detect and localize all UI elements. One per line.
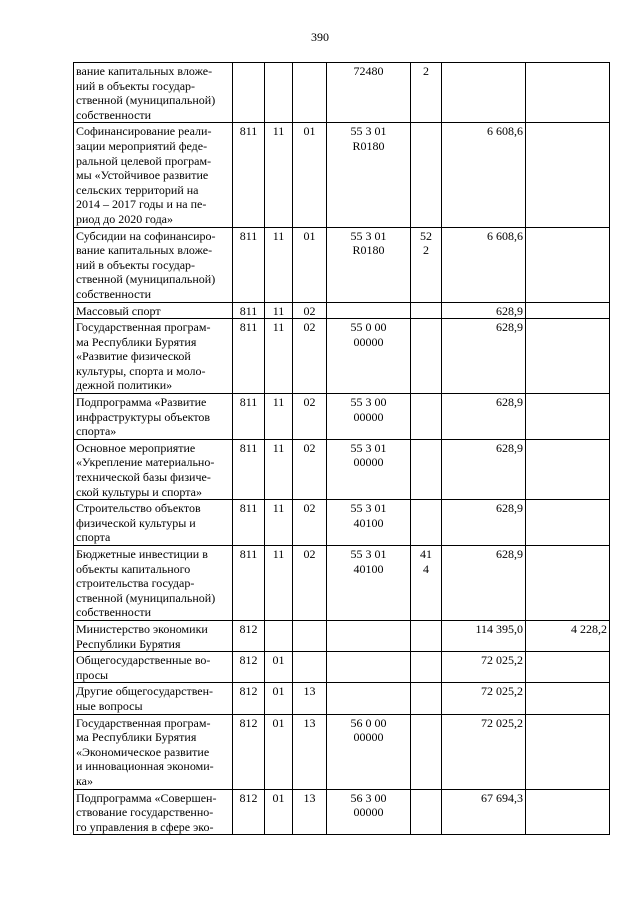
item-name-cell: Подпрограмма «Развитие инфраструктуры объектов спорта» [74, 394, 233, 440]
target-article-cell: 55 3 01 40100 [327, 500, 411, 546]
subsection-code-cell [293, 63, 327, 123]
item-name-cell: Бюджетные инвестиции в объекты капитального строительства государ- ственной (муниципальной) собственности [74, 546, 233, 621]
page-number: 390 [311, 30, 329, 44]
subsection-code-cell: 01 [293, 123, 327, 227]
ministry-code-cell: 812 [233, 683, 265, 714]
subsection-code-cell: 02 [293, 546, 327, 621]
expense-type-cell [411, 620, 442, 651]
expense-type-cell [411, 319, 442, 394]
target-article-cell: 55 3 01 00000 [327, 439, 411, 499]
target-article-cell: 55 3 00 00000 [327, 394, 411, 440]
section-code-cell [265, 620, 293, 651]
ministry-code-cell: 811 [233, 302, 265, 319]
amount-second-cell [526, 546, 610, 621]
amount-second-cell [526, 652, 610, 683]
amount-second-cell: 4 228,2 [526, 620, 610, 651]
item-name-cell: Основное мероприятие «Укрепление материально- технической базы физиче- ской культуры и спорта» [74, 439, 233, 499]
section-code-cell: 01 [265, 714, 293, 789]
ministry-code-cell: 811 [233, 439, 265, 499]
target-article-cell: 55 3 01 R0180 [327, 227, 411, 302]
amount-cell: 628,9 [442, 500, 526, 546]
item-name-cell: Софинансирование реали- зации мероприятий феде- ральной целевой програм- мы «Устойчивое развитие сельских территорий на 2014 – 2017 годы и на пе- риод до 2020 года» [74, 123, 233, 227]
section-code-cell: 11 [265, 439, 293, 499]
ministry-code-cell: 811 [233, 123, 265, 227]
item-name-cell: вание капитальных вложе- ний в объекты государ- ственной (муниципальной) собственности [74, 63, 233, 123]
table-row [74, 439, 610, 499]
subsection-code-cell: 02 [293, 394, 327, 440]
amount-cell: 6 608,6 [442, 123, 526, 227]
target-article-cell: 55 3 01 40100 [327, 546, 411, 621]
amount-cell: 72 025,2 [442, 652, 526, 683]
ministry-code-cell: 812 [233, 714, 265, 789]
item-name-cell: Другие общегосударствен- ные вопросы [74, 683, 233, 714]
item-name-cell: Субсидии на софинансиро- вание капитальных вложе- ний в объекты государ- ственной (муниципальной) собственности [74, 227, 233, 302]
ministry-code-cell [233, 63, 265, 123]
section-code-cell: 01 [265, 789, 293, 835]
section-code-cell: 11 [265, 394, 293, 440]
expense-type-cell [411, 652, 442, 683]
amount-second-cell [526, 714, 610, 789]
amount-cell [442, 63, 526, 123]
amount-second-cell [526, 500, 610, 546]
target-article-cell [327, 620, 411, 651]
table-row [74, 652, 610, 683]
amount-cell: 72 025,2 [442, 714, 526, 789]
target-article-cell: 55 3 01 R0180 [327, 123, 411, 227]
table-row [74, 302, 610, 319]
subsection-code-cell: 02 [293, 302, 327, 319]
table-row [74, 123, 610, 227]
amount-cell: 628,9 [442, 394, 526, 440]
target-article-cell: 56 0 00 00000 [327, 714, 411, 789]
expense-type-cell [411, 500, 442, 546]
target-article-cell: 55 0 00 00000 [327, 319, 411, 394]
section-code-cell [265, 63, 293, 123]
subsection-code-cell [293, 652, 327, 683]
ministry-code-cell: 811 [233, 546, 265, 621]
table-row [74, 227, 610, 302]
amount-second-cell [526, 227, 610, 302]
table-row [74, 683, 610, 714]
item-name-cell: Строительство объектов физической культуры и спорта [74, 500, 233, 546]
item-name-cell: Массовый спорт [74, 302, 233, 319]
expense-type-cell: 2 [411, 63, 442, 123]
target-article-cell [327, 652, 411, 683]
amount-cell: 628,9 [442, 439, 526, 499]
table-row [74, 500, 610, 546]
item-name-cell: Подпрограмма «Совершен- ствование государственно- го управления в сфере эко- [74, 789, 233, 835]
amount-cell: 72 025,2 [442, 683, 526, 714]
section-code-cell: 01 [265, 652, 293, 683]
section-code-cell: 11 [265, 319, 293, 394]
target-article-cell: 56 3 00 00000 [327, 789, 411, 835]
amount-second-cell [526, 63, 610, 123]
expense-type-cell [411, 789, 442, 835]
expense-type-cell [411, 683, 442, 714]
amount-second-cell [526, 394, 610, 440]
subsection-code-cell: 02 [293, 439, 327, 499]
expense-type-cell [411, 302, 442, 319]
amount-cell: 628,9 [442, 546, 526, 621]
section-code-cell: 11 [265, 500, 293, 546]
amount-second-cell [526, 123, 610, 227]
ministry-code-cell: 811 [233, 227, 265, 302]
ministry-code-cell: 812 [233, 652, 265, 683]
section-code-cell: 11 [265, 302, 293, 319]
expense-type-cell [411, 123, 442, 227]
amount-cell: 114 395,0 [442, 620, 526, 651]
table-row [74, 319, 610, 394]
expense-type-cell [411, 439, 442, 499]
expense-type-cell [411, 714, 442, 789]
ministry-code-cell: 811 [233, 319, 265, 394]
expense-type-cell: 41 4 [411, 546, 442, 621]
amount-cell: 628,9 [442, 319, 526, 394]
expense-type-cell: 52 2 [411, 227, 442, 302]
amount-second-cell [526, 683, 610, 714]
amount-cell: 628,9 [442, 302, 526, 319]
subsection-code-cell [293, 620, 327, 651]
subsection-code-cell: 02 [293, 319, 327, 394]
subsection-code-cell: 02 [293, 500, 327, 546]
subsection-code-cell: 13 [293, 789, 327, 835]
ministry-code-cell: 811 [233, 394, 265, 440]
table-row [74, 789, 610, 835]
subsection-code-cell: 13 [293, 714, 327, 789]
section-code-cell: 01 [265, 683, 293, 714]
amount-cell: 67 694,3 [442, 789, 526, 835]
expense-type-cell [411, 394, 442, 440]
ministry-code-cell: 811 [233, 500, 265, 546]
target-article-cell: 72480 [327, 63, 411, 123]
amount-second-cell [526, 319, 610, 394]
ministry-code-cell: 812 [233, 620, 265, 651]
item-name-cell: Государственная програм- ма Республики Бурятия «Развитие физической культуры, спорта и моло- дежной политики» [74, 319, 233, 394]
target-article-cell [327, 683, 411, 714]
item-name-cell: Общегосударственные во- просы [74, 652, 233, 683]
table-row [74, 620, 610, 651]
amount-second-cell [526, 789, 610, 835]
amount-second-cell [526, 302, 610, 319]
amount-second-cell [526, 439, 610, 499]
table-row [74, 714, 610, 789]
item-name-cell: Министерство экономики Республики Бурятия [74, 620, 233, 651]
ministry-code-cell: 812 [233, 789, 265, 835]
section-code-cell: 11 [265, 227, 293, 302]
subsection-code-cell: 01 [293, 227, 327, 302]
item-name-cell: Государственная програм- ма Республики Бурятия «Экономическое развитие и инновационная экономи- ка» [74, 714, 233, 789]
budget-table [73, 62, 610, 835]
amount-cell: 6 608,6 [442, 227, 526, 302]
subsection-code-cell: 13 [293, 683, 327, 714]
section-code-cell: 11 [265, 546, 293, 621]
table-row [74, 546, 610, 621]
section-code-cell: 11 [265, 123, 293, 227]
table-row [74, 63, 610, 123]
target-article-cell [327, 302, 411, 319]
table-row [74, 394, 610, 440]
